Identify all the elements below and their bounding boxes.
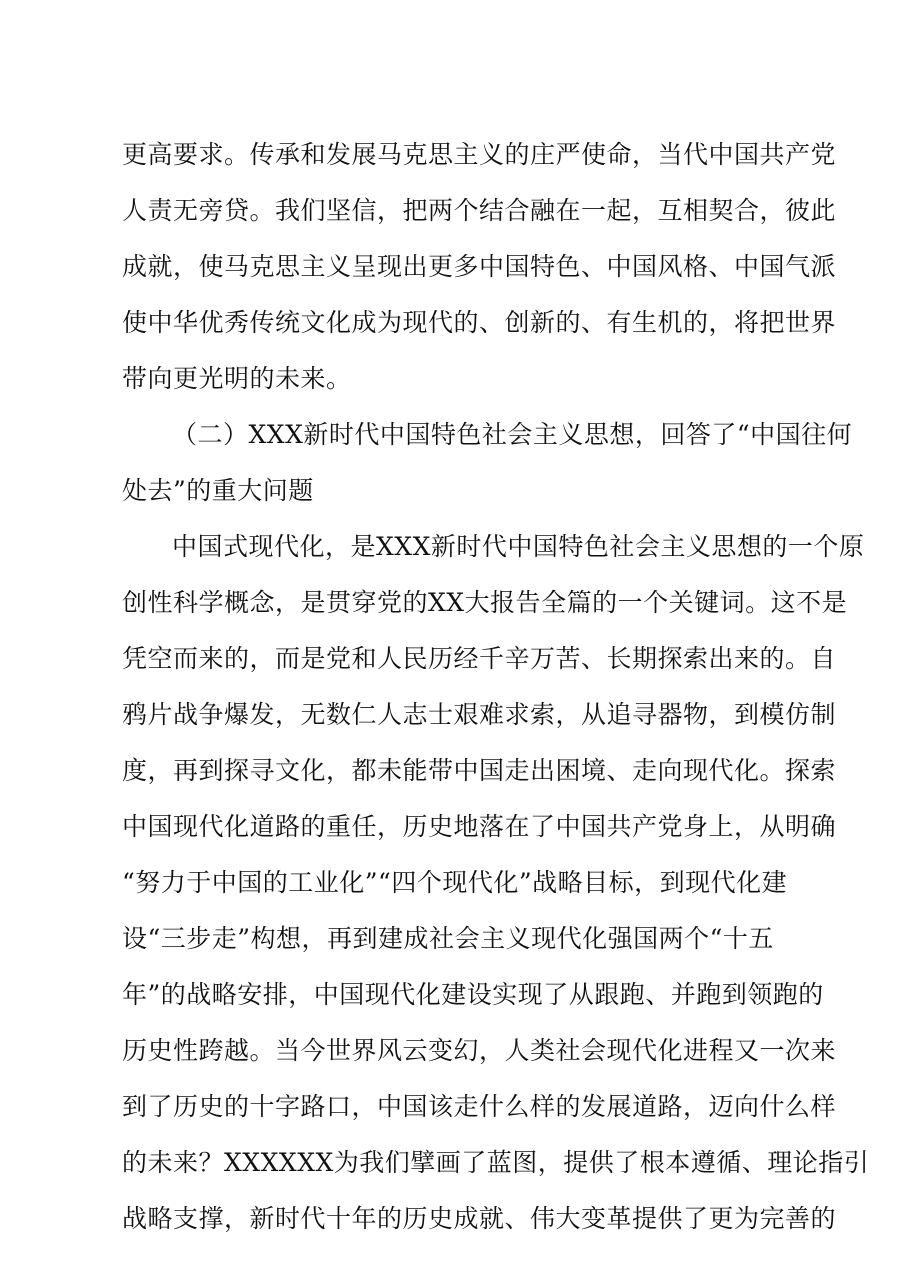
text-line: 凭空而来的，而是党和人民历经千辛万苦、长期探索出来的。自 (122, 644, 837, 673)
text-line: 中国现代化道路的重任，历史地落在了中国共产党身上，从明确 (122, 812, 837, 841)
text-line: 成就，使马克思主义呈现出更多中国特色、中国风格、中国气派 (122, 252, 837, 281)
text-line: 带向更光明的未来。 (122, 364, 352, 393)
text-line: 历史性跨越。当今世界风云变幻，人类社会现代化进程又一次来 (122, 1036, 837, 1065)
text-line: “努力于中国的工业化”“四个现代化”战略目标，到现代化建 (122, 868, 788, 897)
text-line: 使中华优秀传统文化成为现代的、创新的、有生机的，将把世界 (122, 308, 837, 337)
text-line: 的未来？XXXXXX为我们擘画了蓝图，提供了根本遵循、理论指引 (122, 1148, 870, 1177)
text-line: 创性科学概念，是贯穿党的XX大报告全篇的一个关键词。这不是 (122, 588, 848, 617)
text-line: 年”的战略安排，中国现代化建设实现了从跟跑、并跑到领跑的 (122, 980, 824, 1009)
section-heading-line: （二）XXX新时代中国特色社会主义思想，回答了“中国往何 (172, 420, 853, 449)
text-line: 设“三步走”构想，再到建成社会主义现代化强国两个“十五 (122, 924, 774, 953)
text-line: 战略支撑，新时代十年的历史成就、伟大变革提供了更为完善的 (122, 1204, 837, 1233)
text-line: 人责无旁贷。我们坚信，把两个结合融在一起，互相契合，彼此 (122, 196, 837, 225)
text-line: 中国式现代化，是XXX新时代中国特色社会主义思想的一个原 (172, 532, 865, 561)
text-line: 度，再到探寻文化，都未能带中国走出困境、走向现代化。探索 (122, 756, 837, 785)
text-line: 到了历史的十字路口，中国该走什么样的发展道路，迈向什么样 (122, 1092, 837, 1121)
text-line: 鸦片战争爆发，无数仁人志士艰难求索，从追寻器物，到模仿制 (122, 700, 837, 729)
section-heading-line: 处去”的重大问题 (122, 476, 314, 505)
text-line: 更高要求。传承和发展马克思主义的庄严使命，当代中国共产党 (122, 140, 837, 169)
